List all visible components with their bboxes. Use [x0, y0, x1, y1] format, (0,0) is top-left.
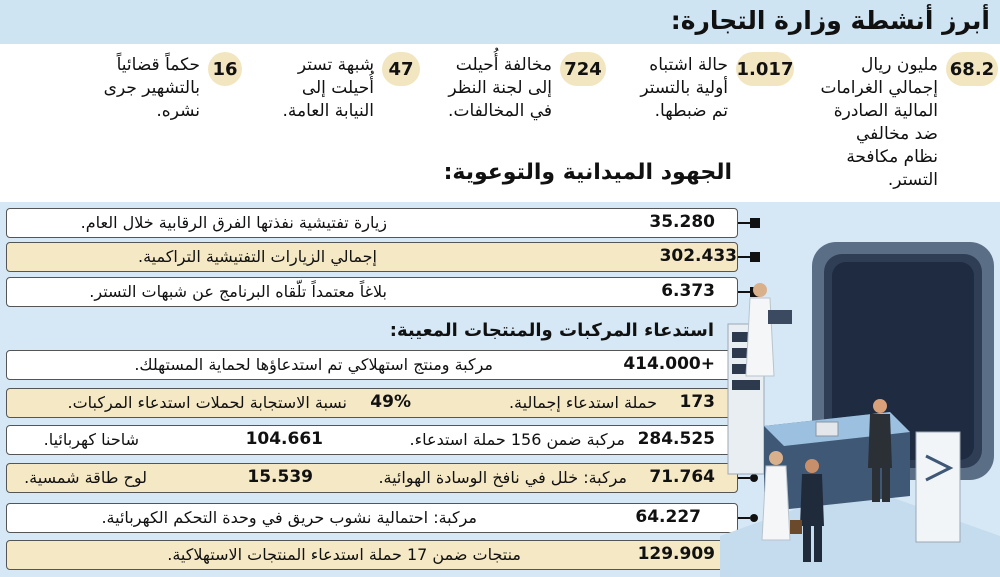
- stat-violations: [436, 52, 606, 132]
- recall-section-title: استدعاء المركبات والمنتجات المعيبة:: [389, 320, 714, 341]
- stat-text: شبهة تستر أُحيلت إلى النيابة العامة.: [282, 55, 374, 121]
- stat-prosecution: [270, 52, 420, 132]
- recall-row: مركبة: خلل في نافخ الوسادة الهوائية. 71.764 15.539 لوح طاقة شمسية.: [6, 463, 738, 493]
- recall-row: حملة استدعاء إجمالية. 173 49% نسبة الاستجابة لحملات استدعاء المركبات.: [6, 388, 738, 418]
- stat-text: حكماً قضائياً بالتشهير جرى نشره.: [103, 55, 200, 121]
- stat-suspected: [614, 52, 794, 132]
- page-title: أبرز أنشطة وزارة التجارة:: [670, 6, 990, 35]
- stat-fines: [800, 52, 1000, 202]
- row-bullet: [750, 218, 760, 228]
- stat-value: 724: [560, 52, 606, 86]
- field-row: إجمالي الزيارات التفتيشية التراكمية. 302.433: [6, 242, 738, 272]
- field-row: بلاغاً معتمداً تلّقاه البرنامج عن شبهات التستر. 6.373: [6, 277, 738, 307]
- stat-value: 47: [382, 52, 420, 86]
- recall-row: مركبة ومنتج استهلاكي تم استدعاؤها لحماية المستهلك. 414.000+: [6, 350, 738, 380]
- recall-row: مركبة: احتمالية نشوب حريق في وحدة التحكم الكهربائية. 64.227: [6, 503, 738, 533]
- stat-value: 16: [208, 52, 242, 86]
- field-section-title: الجهود الميدانية والتوعوية:: [443, 160, 732, 185]
- stat-value: 1.017: [736, 52, 794, 86]
- stat-verdicts: [82, 52, 242, 132]
- row-connector: [738, 222, 750, 224]
- stat-value: 68.2: [946, 52, 998, 86]
- exhibition-booth-illustration: [720, 236, 1000, 577]
- field-row: زيارة تفتيشية نفذتها الفرق الرقابية خلال العام. 35.280: [6, 208, 738, 238]
- recall-row: مركبة ضمن 156 حملة استدعاء. 284.525 104.661 شاحنا كهربائيا.: [6, 425, 738, 455]
- stat-text: مليون ريال إجمالي الغرامات المالية الصادرة ضد مخالفي نظام مكافحة التستر.: [820, 55, 938, 190]
- stat-text: مخالفة أُحيلت إلى لجنة النظر في المخالفات.: [448, 55, 552, 121]
- stat-text: حالة اشتباه أولية بالتستر تم ضبطها.: [640, 55, 728, 121]
- recall-row: منتجات ضمن 17 حملة استدعاء المنتجات الاستهلاكية. 129.909: [6, 540, 738, 570]
